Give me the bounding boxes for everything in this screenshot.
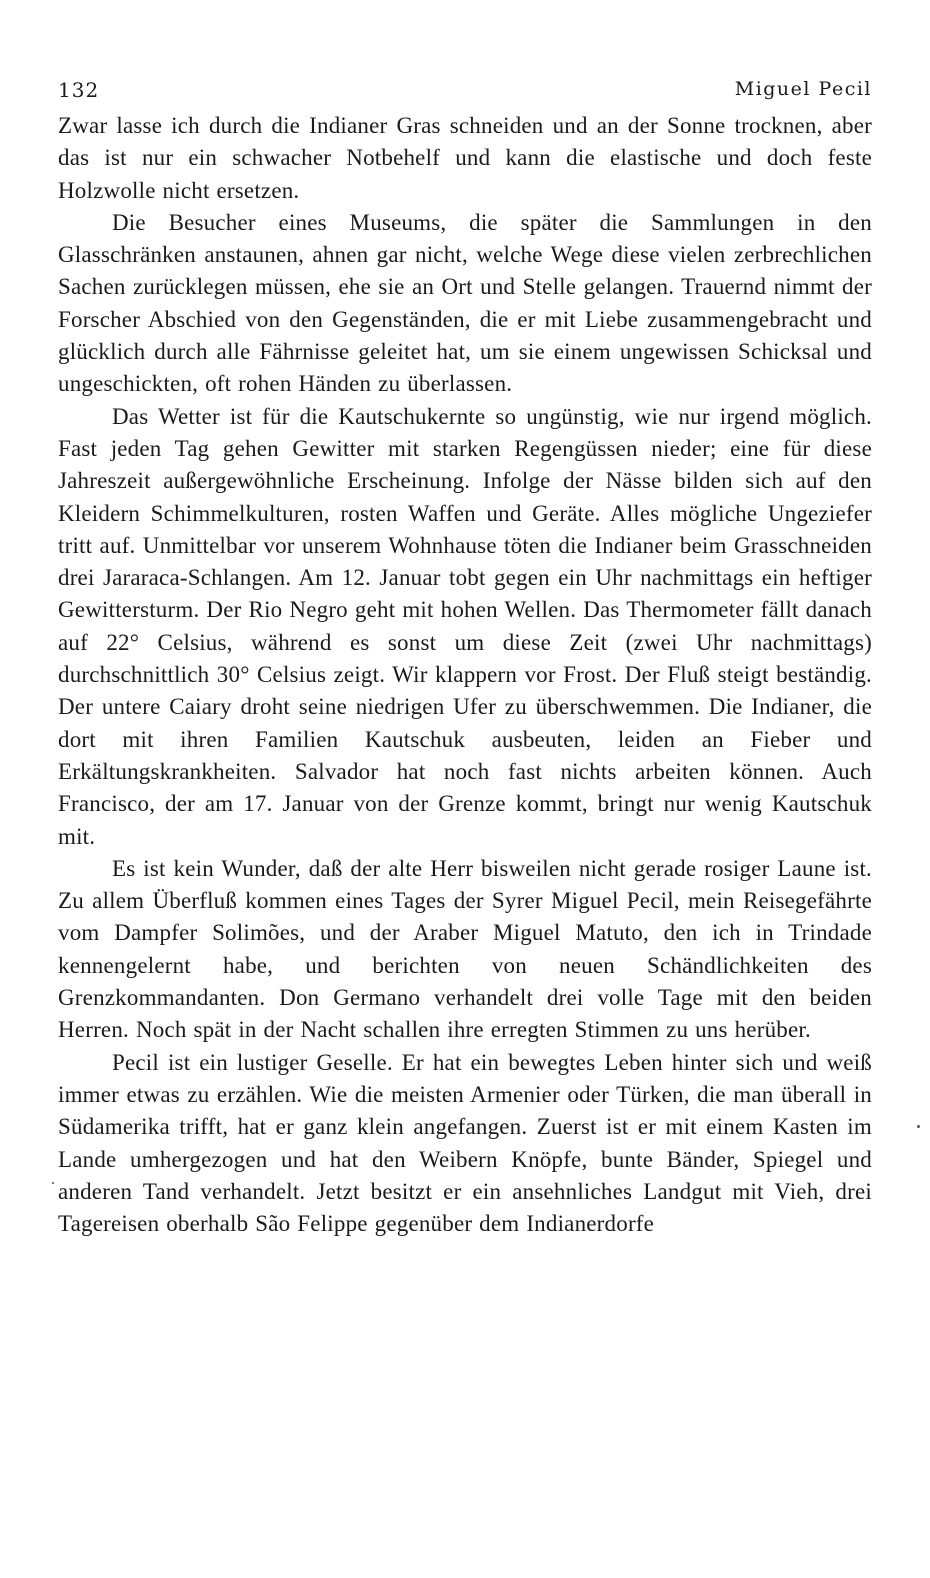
running-head [58, 70, 872, 110]
paragraph: Zwar lasse ich durch die Indianer Gras schneiden und an der Sonne trocknen, aber das ist nur ein schwacher Notbehelf und kann die elastische und doch feste Holzwolle nicht ersetzen. [58, 113, 872, 203]
body-text [58, 110, 872, 1240]
paragraph: Das Wetter ist für die Kautschukernte so ungünstig, wie nur irgend möglich. Fast jeden Tag gehen Gewitter mit starken Regengüssen nieder; eine für diese Jahreszeit außergewöhnliche Erscheinung. Infolge der Nässe bilden sich auf den Kleidern Schimmelkulturen, rosten Waffen und Geräte. Alles mögliche Ungeziefer tritt auf. Unmittelbar vor unserem Wohnhause töten die Indianer beim Grasschneiden drei Jararaca-Schlangen. Am 12. Januar tobt gegen ein Uhr nachmittags ein heftiger Gewittersturm. Der Rio Negro geht mit hohen Wellen. Das Thermometer fällt danach auf 22° Celsius, während es sonst um diese Zeit (zwei Uhr nachmittags) durchschnittlich 30° Celsius zeigt. Wir klappern vor Frost. Der Fluß steigt beständig. Der untere Caiary droht seine niedrigen Ufer zu überschwemmen. Die Indianer, die dort mit ihren Familien Kautschuk ausbeuten, leiden an Fieber und Erkältungskrankheiten. Salvador hat noch fast nichts arbeiten können. Auch Francisco, der am 17. Januar von der Grenze kommt, bringt nur wenig Kautschuk mit. [58, 403, 872, 849]
paragraph: Die Besucher eines Museums, die später die Sammlungen in den Glasschränken anstaunen, ahnen gar nicht, welche Wege diese vielen zerbrechlichen Sachen zurücklegen müssen, ehe sie an Ort und Stelle gelangen. Trauernd nimmt der Forscher Abschied von den Gegenständen, die er mit Liebe zusammengebracht und glücklich durch alle Fährnisse geleitet hat, um sie einem ungewissen Schicksal und ungeschickten, oft rohen Händen zu überlassen. [58, 209, 872, 397]
book-page [58, 70, 872, 1240]
scan-speck [917, 1125, 920, 1128]
page-number: 132 [58, 78, 100, 102]
paragraph: Es ist kein Wunder, daß der alte Herr bisweilen nicht gerade rosiger Laune ist. Zu allem Überfluß kommen eines Tages der Syrer Miguel Pecil, mein Reisegefährte vom Dampfer Solimões, und der Araber Miguel Matuto, den ich in Trindade kennengelernt habe, und berichten von neuen Schändlichkeiten des Grenzkommandanten. Don Germano verhandelt drei volle Tage mit den beiden Herren. Noch spät in der Nacht schallen ihre erregten Stimmen zu uns herüber. [58, 855, 872, 1043]
scan-speck [52, 1182, 54, 1184]
paragraph: Pecil ist ein lustiger Geselle. Er hat ein bewegtes Leben hinter sich und weiß immer etwas zu erzählen. Wie die meisten Armenier oder Türken, die man überall in Südamerika trifft, hat er ganz klein angefangen. Zuerst ist er mit einem Kasten im Lande umhergezogen und hat den Weibern Knöpfe, bunte Bänder, Spiegel und anderen Tand verhandelt. Jetzt besitzt er ein ansehnliches Landgut mit Vieh, drei Tagereisen oberhalb São Felippe gegenüber dem Indianerdorfe [58, 1049, 872, 1237]
running-title: Miguel Pecil [734, 78, 872, 100]
